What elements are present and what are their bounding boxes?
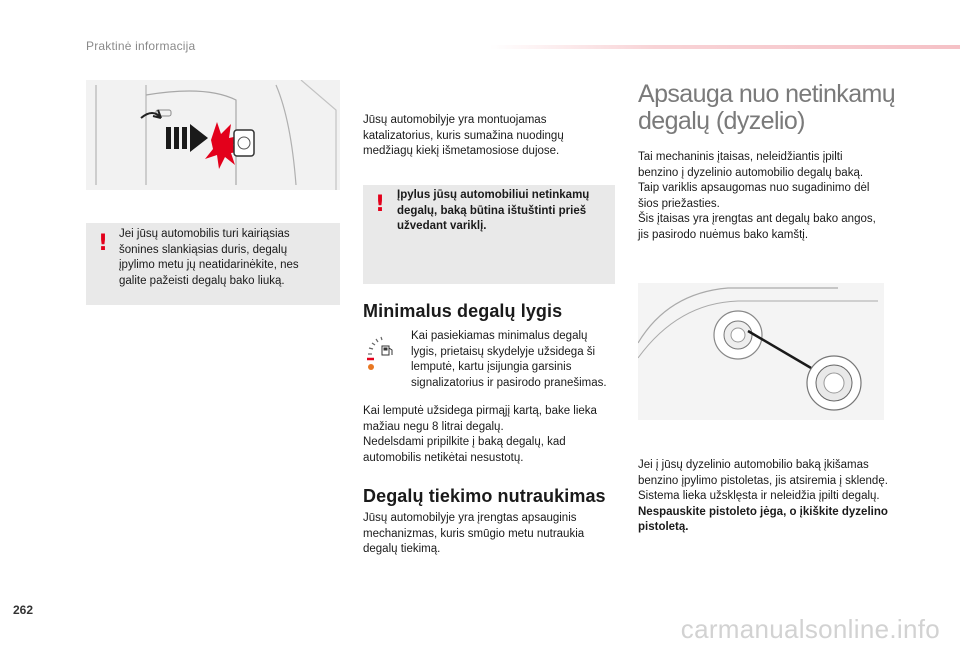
warning-icon: ! — [375, 192, 386, 217]
misfuel-heading-line-2: degalų (dyzelio) — [638, 107, 805, 135]
warning-box-wrong-fuel — [363, 185, 615, 284]
warning-text-sliding-door: Jei jūsų automobilis turi kairiąsias šonines slankiąsias duris, degalų įpylimo metu jų neatidarinėkite, nes galite pažeisti degalų bako liuką. — [119, 228, 299, 287]
misfuel-intro-line-1: Tai mechaninis įtaisas, neleidžiantis įpilti benzino į dyzelinio automobilio degalų baką. Taip variklis apsaugomas nuo sugadinimo dėl šios priežasties. — [638, 151, 870, 210]
fuel-gauge-indicator — [364, 332, 398, 372]
warning-box-sliding-door — [86, 223, 340, 305]
header-accent-bar — [490, 45, 960, 49]
fuel-cutoff-heading: Degalų tiekimo nutraukimas — [363, 486, 606, 506]
page-header-title: Praktinė informacija — [86, 39, 196, 53]
min-fuel-body-line-1: Kai lemputė užsidega pirmąjį kartą, bake lieka mažiau negu 8 litrai degalų. — [363, 405, 597, 433]
warning-icon: ! — [98, 231, 109, 256]
min-fuel-body — [363, 404, 613, 466]
misfuel-heading — [638, 81, 938, 135]
min-fuel-heading: Minimalus degalų lygis — [363, 301, 563, 321]
fuel-cutoff-body: Jūsų automobilyje yra įrengtas apsauginis mechanizmas, kuris smūgio metu nutraukia degalų tiekimą. — [363, 512, 585, 555]
fuel-pump-icon — [382, 346, 392, 355]
misfuel-intro-line-2: Šis įtaisas yra įrengtas ant degalų bako angos, jis pasirodo nuėmus bako kamštį. — [638, 213, 876, 241]
misfuel-emphasis-text: Nespauskite pistoleto jėga, o įkiškite dyzelino pistoletą. — [638, 505, 888, 533]
page-number: 262 — [13, 603, 34, 617]
misfuel-heading-line-1: Apsauga nuo netinkamų — [638, 80, 896, 108]
misfuel-intro — [638, 150, 883, 243]
watermark: carmanualsonline.info — [680, 614, 940, 644]
catalyst-intro-text: Jūsų automobilyje yra montuojamas katalizatorius, kuris sumažina nuodingų medžiagų kiekį išmetamosiose dujose. — [363, 114, 564, 157]
sliding-door-illustration — [86, 80, 340, 190]
misfuel-body — [638, 458, 888, 536]
min-fuel-body-line-2: Nedelsdami pripilkite į baką degalų, kad automobilis netikėtai nesustotų. — [363, 436, 566, 464]
fuel-filler-neck-illustration — [638, 283, 884, 420]
warning-text-wrong-fuel: Įpylus jūsų automobiliui netinkamų degalų, baką būtina ištuštinti prieš užvedant variklį. — [397, 189, 590, 232]
misfuel-body-text: Jei į jūsų dyzelinio automobilio baką įkišamas benzino įpylimo pistoletas, jis atsiremia į sklendę. Sistema lieka užsklęsta ir neleidžia įpilti degalų. — [638, 459, 888, 502]
min-fuel-indicator-text: Kai pasiekiamas minimalus degalų lygis, prietaisų skydelyje užsidega ši lemputė, kartu įsijungia garsinis signalizatorius ir pasirodo pranešimas. — [411, 330, 607, 389]
